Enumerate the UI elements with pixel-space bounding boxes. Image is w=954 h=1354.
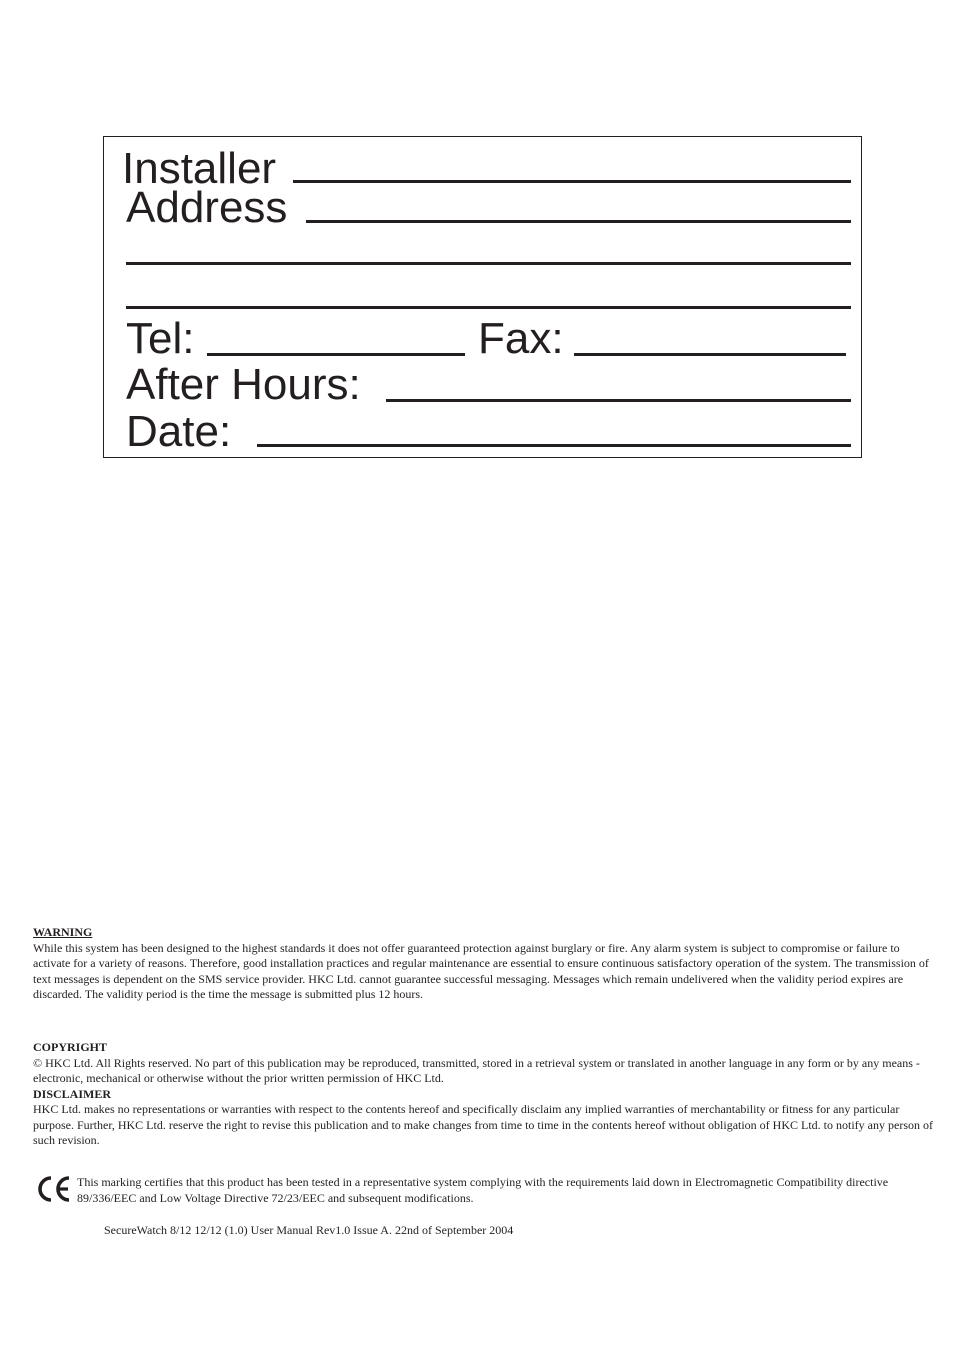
address-field-line-3[interactable] <box>126 306 851 309</box>
manual-reference: SecureWatch 8/12 12/12 (1.0) User Manual Rev1.0 Issue A. 22nd of September 2004 <box>104 1223 514 1237</box>
installer-details-box <box>103 136 862 458</box>
disclaimer-heading: DISCLAIMER <box>33 1086 112 1101</box>
fax-field-line[interactable] <box>574 353 846 356</box>
address-label: Address <box>126 183 288 232</box>
ce-mark-icon <box>36 1174 72 1204</box>
fax-label: Fax: <box>478 314 564 363</box>
disclaimer-text: HKC Ltd. makes no representations or warranties with respect to the contents hereof and specifically disclaim any implied warranties of merchantability or fitness for any particular purpose. Further, HKC Ltd. reserve the right to revise this publication and to make changes from time to time in the contents hereof without obligation of HKC Ltd. to notify any person of such revision. <box>33 1102 933 1147</box>
installer-field-line[interactable] <box>293 180 851 183</box>
tel-label: Tel: <box>126 314 195 363</box>
address-field-line-1[interactable] <box>306 220 851 223</box>
after-hours-label: After Hours: <box>126 360 361 409</box>
address-field-line-2[interactable] <box>126 262 851 265</box>
installer-label: Installer <box>122 144 277 193</box>
warning-section <box>33 925 938 1003</box>
warning-heading: WARNING <box>33 925 93 939</box>
tel-field-line[interactable] <box>207 353 465 356</box>
ce-marking-text: This marking certifies that this product has been tested in a representative system complying with the requirements laid down in Electromagnetic Compatibility directive 89/336/EEC and Low Voltage Directive 72/23/EEC and subsequent modifications. <box>77 1175 889 1205</box>
copyright-section <box>33 1040 938 1149</box>
after-hours-field-line[interactable] <box>386 399 851 402</box>
date-field-line[interactable] <box>257 444 851 447</box>
copyright-text: © HKC Ltd. All Rights reserved. No part of this publication may be reproduced, transmitted, stored in a retrieval system or translated in another language in any form or by any means - electronic, mechanical or otherwise without the prior written permission of HKC Ltd. <box>33 1055 920 1085</box>
copyright-heading: COPYRIGHT <box>33 1040 108 1054</box>
warning-text: While this system has been designed to the highest standards it does not offer guaranteed protection against burglary or fire. Any alarm system is subject to compromise or failure to activate for a variety of reasons. Therefore, good installation practices and regular maintenance are essential to ensure continuous satisfactory operation of the system. The transmission of text messages is dependent on the SMS service provider. HKC Ltd. cannot guarantee successful messaging. Messages which remain undelivered when the validity period expires are discarded. The validity period is the time the message is submitted plus 12 hours. <box>33 940 929 1001</box>
date-label: Date: <box>126 407 232 456</box>
